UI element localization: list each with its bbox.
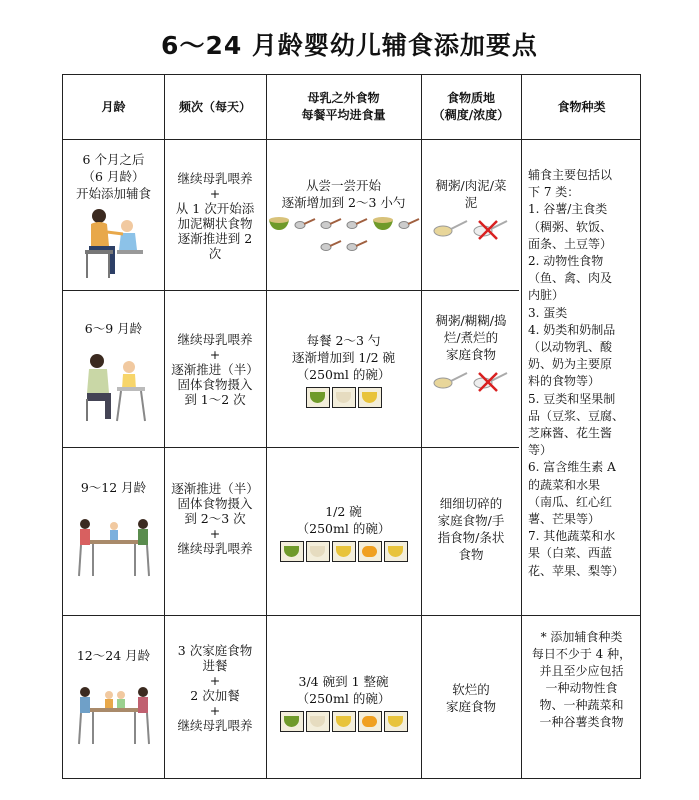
row2-texture-cell: 稠粥/糊糊/捣 烂/煮烂的 家庭食物 <box>421 292 521 447</box>
note-line: 物、一种蔬菜和 <box>539 698 624 712</box>
yellow-bowl-icon <box>384 711 408 732</box>
spoon-icon <box>320 214 342 232</box>
dumpling-bowl-icon <box>332 387 356 408</box>
spoon-row <box>264 214 424 254</box>
mother-feeding-baby-illustration <box>79 206 149 280</box>
thick-vs-thin-spoon-icon <box>431 215 511 241</box>
food-kinds-line: 品（豆浆、豆腐、 <box>528 408 625 423</box>
spoon-icon <box>398 214 420 232</box>
row1-texture-cell: 稠粥/肉泥/菜 泥 <box>421 141 521 290</box>
food-kinds-line: （鱼、禽、肉及 <box>528 271 613 286</box>
food-kinds-line: 面条、土豆等） <box>528 236 613 251</box>
row1-frequency-cell: 继续母乳喂养 + 从 1 次开始添 加泥糊状食物 逐渐推进到 2 次 <box>175 170 255 261</box>
row4-frequency-cell: 3 次家庭食物 进餐 + 2 次加餐 + 继续母乳喂养 <box>177 643 253 733</box>
food-kinds-line: 等） <box>528 443 553 458</box>
row3-texture-cell: 细细切碎的 家庭食物/手 指食物/条状 食物 <box>437 496 505 562</box>
yellow-bowl-icon <box>332 711 356 732</box>
orange-bowl-icon <box>358 541 382 562</box>
high-chair-feeding-illustration <box>79 349 149 423</box>
bowl-row <box>280 711 408 732</box>
green-bowl-icon <box>280 541 304 562</box>
dumpling-bowl-icon <box>306 541 330 562</box>
food-kinds-line: （稠粥、软饭、 <box>528 219 613 234</box>
food-kinds-line: 的蔬菜和水果 <box>528 477 601 492</box>
yellow-bowl-icon <box>358 387 382 408</box>
green-bowl-icon <box>280 711 304 732</box>
dumpling-bowl-icon <box>306 711 330 732</box>
bowl-icon <box>268 214 290 232</box>
page-title: 6～24 月龄婴幼儿辅食添加要点 <box>161 31 538 60</box>
family-table-illustration <box>75 678 153 748</box>
food-kinds-line: 奶、奶为主要原 <box>528 357 613 372</box>
food-kinds-line: （南瓜、红心红 <box>528 494 613 509</box>
food-kinds-list <box>521 139 642 580</box>
food-kinds-line: 芝麻酱、花生酱 <box>528 426 613 441</box>
food-kinds-line: 薯、芒果等） <box>528 512 601 527</box>
bowl-row <box>280 541 408 562</box>
row2-frequency-cell: 继续母乳喂养 + 逐渐推进（半） 固体食物摄入 到 1～2 次 <box>171 332 259 407</box>
header-amount: 母乳之外食物 每餐平均进食量 <box>301 91 386 122</box>
row3-frequency-cell: 逐渐推进（半） 固体食物摄入 到 2～3 次 + 继续母乳喂养 <box>171 481 259 556</box>
food-kinds-line: 7. 其他蔬菜和水 <box>528 529 616 544</box>
feeding-table <box>62 74 641 779</box>
row4-texture-cell: 软烂的 家庭食物 <box>445 682 496 714</box>
note-line: 一种动物性食 <box>545 681 618 695</box>
bowl-icon <box>372 214 394 232</box>
bowl-row <box>306 387 382 408</box>
row4-age-cell: 12～24 月龄 <box>63 617 164 778</box>
header-texture: 食物质地 （稠度/浓度） <box>432 91 510 122</box>
row3-age-cell: 9～12 月龄 <box>63 449 164 615</box>
note-line: 一种谷薯类食物 <box>539 715 624 729</box>
header-frequency: 频次（每天） <box>178 99 251 114</box>
food-kinds-line: 2. 动物性食物 <box>528 254 604 269</box>
thick-vs-thin-spoon-icon <box>431 367 511 393</box>
family-table-illustration <box>75 510 153 580</box>
spoon-icon <box>346 236 368 254</box>
yellow-bowl-icon <box>332 541 356 562</box>
food-variety-note <box>521 615 642 731</box>
header-age: 月龄 <box>101 99 126 114</box>
food-kinds-line: 花、苹果、梨等） <box>528 563 625 578</box>
spoon-icon <box>346 214 368 232</box>
orange-bowl-icon <box>358 711 382 732</box>
yellow-bowl-icon <box>384 541 408 562</box>
header-food-kinds: 食物种类 <box>557 99 606 114</box>
food-kinds-line: 下 7 类： <box>528 185 580 200</box>
green-bowl-icon <box>306 387 330 408</box>
food-kinds-line: 1. 谷薯/主食类 <box>528 202 608 217</box>
spoon-icon <box>294 214 316 232</box>
row3-amount-cell: 1/2 碗 （250ml 的碗） <box>266 449 421 615</box>
food-kinds-line: 5. 豆类和坚果制 <box>528 391 616 406</box>
spoon-icon <box>320 236 342 254</box>
food-kinds-line: 内脏） <box>528 288 565 303</box>
food-kinds-line: 6. 富含维生素 A <box>528 460 616 475</box>
row4-amount-cell: 3/4 碗到 1 整碗 （250ml 的碗） <box>266 617 421 778</box>
food-kinds-line: （以动物乳、酸 <box>528 340 613 355</box>
food-kinds-line: 料的食物等） <box>528 374 601 389</box>
food-kinds-line: 3. 蛋类 <box>528 305 568 320</box>
food-kinds-line: 辅食主要包括以 <box>528 168 613 182</box>
note-line: * 添加辅食种类 <box>540 630 623 644</box>
row1-age-cell: 6 个月之后 （6 月龄） 开始添加辅食 <box>63 141 164 290</box>
row1-amount-cell: 从尝一尝开始 逐渐增加到 2～3 小勺 <box>266 141 421 290</box>
note-line: 并且至少应包括 <box>539 664 624 678</box>
food-kinds-line: 4. 奶类和奶制品 <box>528 322 616 337</box>
row2-age-cell: 6～9 月龄 <box>63 292 164 447</box>
note-line: 每日不少于 4 种， <box>531 647 632 661</box>
food-kinds-line: 果（白菜、西蓝 <box>528 546 613 561</box>
row2-amount-cell: 每餐 2～3 勺 逐渐增加到 1/2 碗 （250ml 的碗） <box>266 292 421 447</box>
